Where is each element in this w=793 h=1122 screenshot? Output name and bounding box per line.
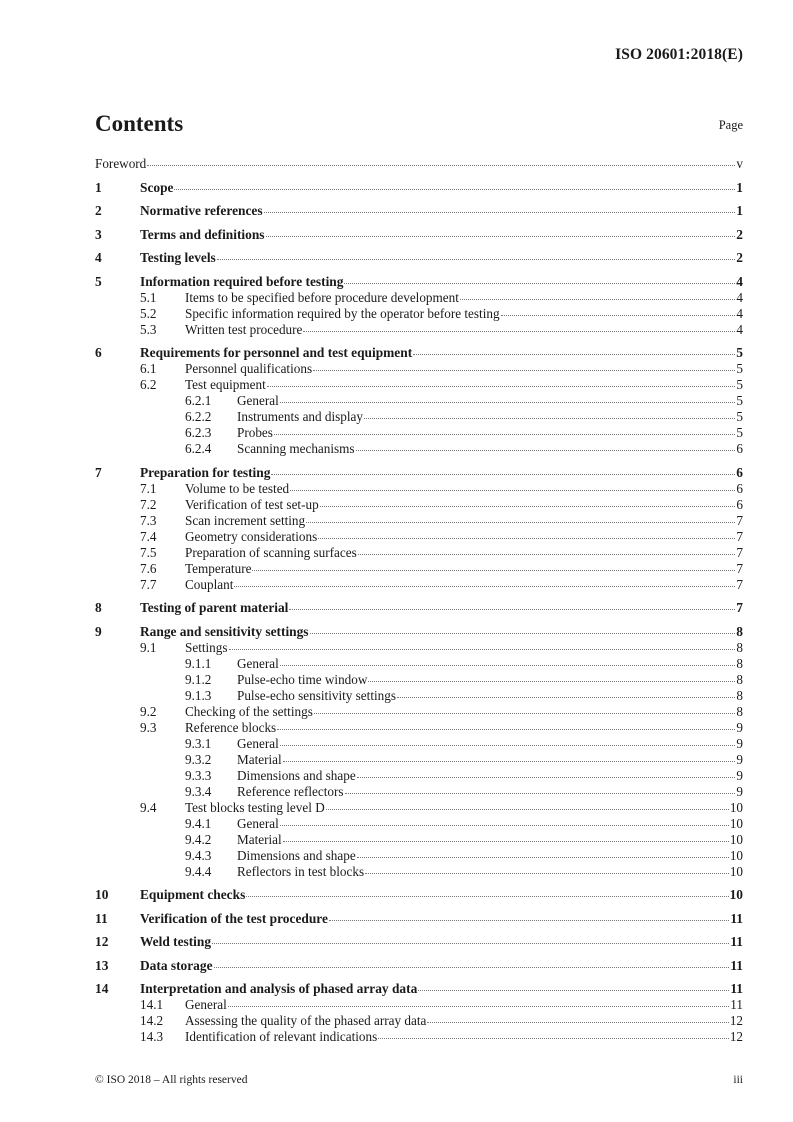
toc-entry-title[interactable]: Material <box>237 751 282 767</box>
dot-leader <box>314 712 736 714</box>
toc-entry-number: 5 <box>95 273 102 289</box>
toc-entry-number: 9.4.2 <box>185 831 212 847</box>
toc-entry-page: 10 <box>729 863 743 879</box>
toc-entry-title[interactable]: Settings <box>185 639 228 655</box>
toc-entry-page: 7 <box>736 528 743 544</box>
toc-entry-page: 8 <box>736 655 743 671</box>
toc-entry-title[interactable]: Dimensions and shape <box>237 847 356 863</box>
toc-entry-page: 7 <box>736 544 743 560</box>
toc-entry-page: 6 <box>736 496 743 512</box>
toc-entry-number: 9.4.1 <box>185 815 212 831</box>
dot-leader <box>344 282 735 284</box>
toc-entry-page: 6 <box>736 480 743 496</box>
toc-entry-title[interactable]: Verification of the test procedure <box>140 910 328 926</box>
dot-leader <box>418 989 729 991</box>
toc-entry-number: 12 <box>95 934 109 949</box>
toc-entry-title[interactable]: Testing of parent material <box>140 600 289 615</box>
toc-entry[interactable] <box>95 156 743 172</box>
toc-entry-number: 9.4.4 <box>185 863 212 879</box>
toc-entry-number: 6.2.1 <box>185 393 212 408</box>
toc-entry-number: 14 <box>95 981 109 996</box>
dot-leader <box>228 1005 730 1007</box>
toc-entry[interactable] <box>95 600 743 616</box>
dot-leader <box>147 164 735 166</box>
toc-entry-title[interactable]: Scope <box>140 179 174 195</box>
toc-entry[interactable] <box>95 848 743 864</box>
toc-entry-number: 7.5 <box>140 544 157 560</box>
dot-leader <box>267 385 736 387</box>
dot-leader <box>277 728 735 730</box>
dot-leader <box>271 473 735 475</box>
toc-entry-title[interactable]: Pulse-echo sensitivity settings <box>237 687 396 703</box>
toc-entry-title[interactable]: Specific information required by the operator before testing <box>185 305 500 321</box>
toc-entry-number: 5.1 <box>140 289 157 305</box>
toc-entry-number: 1 <box>95 179 102 195</box>
toc-entry[interactable] <box>95 981 743 997</box>
toc-entry-number: 9.1.3 <box>185 687 212 703</box>
toc-entry-title[interactable]: Range and sensitivity settings <box>140 623 309 639</box>
toc-entry-page: 10 <box>729 799 743 815</box>
toc-entry[interactable] <box>95 864 743 880</box>
toc-entry-number: 6 <box>95 345 102 360</box>
toc-entry-page: 11 <box>730 910 743 926</box>
toc-entry-title[interactable]: Checking of the settings <box>185 703 313 719</box>
toc-entry-number: 6.2.3 <box>185 425 212 440</box>
dot-leader <box>246 895 728 897</box>
toc-entry[interactable] <box>95 513 743 529</box>
dot-leader <box>283 760 736 762</box>
toc-entry-title[interactable]: Instruments and display <box>237 409 363 424</box>
toc-entry-title[interactable]: Reference blocks <box>185 719 277 735</box>
toc-entry-number: 14.3 <box>140 1029 164 1044</box>
toc-entry[interactable] <box>95 958 743 974</box>
dot-leader <box>283 840 729 842</box>
dot-leader <box>306 521 735 523</box>
dot-leader <box>290 489 735 491</box>
toc-entry[interactable] <box>95 816 743 832</box>
dot-leader <box>318 537 735 539</box>
toc-entry[interactable] <box>95 481 743 497</box>
toc-entry-title[interactable]: Data storage <box>140 957 213 973</box>
toc-entry-number: 7.6 <box>140 560 157 576</box>
toc-entry-page: 2 <box>736 250 743 265</box>
dot-leader <box>212 942 729 944</box>
toc-entry[interactable] <box>95 997 743 1013</box>
toc-entry-title[interactable]: Terms and definitions <box>140 226 265 242</box>
toc-entry-number: 8 <box>95 600 102 615</box>
dot-leader <box>368 680 735 682</box>
toc-entry-number: 6.2 <box>140 377 157 392</box>
toc-entry[interactable] <box>95 425 743 441</box>
toc-entry[interactable] <box>95 361 743 377</box>
toc-entry-title[interactable]: Verification of test set-up <box>185 496 319 512</box>
toc-entry-title[interactable]: Requirements for personnel and test equipment <box>140 345 413 360</box>
dot-leader <box>280 744 736 746</box>
toc-entry[interactable] <box>95 656 743 672</box>
dot-leader <box>217 258 736 260</box>
dot-leader <box>378 1037 729 1039</box>
toc-entry-number: 9 <box>95 623 102 639</box>
toc-entry-title[interactable]: Interpretation and analysis of phased array data <box>140 981 418 996</box>
toc-entry-number: 9.1.2 <box>185 671 212 687</box>
toc-entry-title[interactable]: Scan increment setting <box>185 512 306 528</box>
toc-entry-page: 6 <box>736 441 743 456</box>
dot-leader <box>413 353 735 355</box>
toc-entry-title[interactable]: Identification of relevant indications <box>185 1029 378 1044</box>
toc-entry-title[interactable]: Testing levels <box>140 250 216 265</box>
page-column-label: Page <box>718 118 743 132</box>
page-title: Contents <box>95 111 184 136</box>
toc-entry-page: 4 <box>736 289 743 305</box>
toc-entry-page: 1 <box>736 203 743 218</box>
toc-entry[interactable] <box>95 203 743 219</box>
toc-entry-number: 7.2 <box>140 496 157 512</box>
toc-entry-title[interactable]: Geometry considerations <box>185 528 318 544</box>
dot-leader <box>274 433 736 435</box>
toc-entry-title[interactable]: Pulse-echo time window <box>237 671 368 687</box>
toc-entry-number: 9.2 <box>140 703 157 719</box>
toc-entry[interactable] <box>95 887 743 903</box>
page-number: iii <box>733 1074 743 1086</box>
toc-entry-page: 10 <box>729 847 743 863</box>
toc-entry-number: 4 <box>95 250 102 265</box>
dot-leader <box>345 792 736 794</box>
dot-leader <box>313 369 735 371</box>
toc-entry-page: 11 <box>730 934 743 949</box>
toc-entry-number: 7.1 <box>140 480 157 496</box>
toc-entry-page: 10 <box>729 887 743 902</box>
dot-leader <box>264 211 736 213</box>
toc-entry[interactable] <box>95 545 743 561</box>
toc-entry-page: 7 <box>736 576 743 592</box>
toc-entry[interactable] <box>95 377 743 393</box>
toc-entry-title[interactable]: Volume to be tested <box>185 480 290 496</box>
toc-entry-title[interactable]: Information required before testing <box>140 273 344 289</box>
toc-entry-number: 3 <box>95 226 102 242</box>
dot-leader <box>229 648 736 650</box>
toc-entry-title[interactable]: Preparation of scanning surfaces <box>185 544 357 560</box>
toc-entry-number: 6.2.2 <box>185 409 212 424</box>
toc-entry-page: 5 <box>736 361 743 376</box>
toc-entry-title[interactable]: Temperature <box>185 560 252 576</box>
toc-entry-number: 7.4 <box>140 528 157 544</box>
toc-entry[interactable] <box>95 529 743 545</box>
toc-entry-page: 5 <box>736 345 743 360</box>
toc-entry-title[interactable]: Test equipment <box>185 377 266 392</box>
toc-entry[interactable] <box>95 720 743 736</box>
dot-leader <box>326 808 729 810</box>
toc-entry[interactable] <box>95 180 743 196</box>
toc-entry[interactable] <box>95 800 743 816</box>
toc-entry-page: 8 <box>736 687 743 703</box>
dot-leader <box>364 417 735 419</box>
toc-entry-number: 9.3 <box>140 719 157 735</box>
toc-entry-number: 9.3.4 <box>185 783 212 799</box>
toc-entry[interactable] <box>95 736 743 752</box>
toc-entry[interactable] <box>95 290 743 306</box>
dot-leader <box>365 872 729 874</box>
dot-leader <box>501 314 736 316</box>
toc-entry[interactable] <box>95 832 743 848</box>
toc-entry-page: 8 <box>736 703 743 719</box>
dot-leader <box>310 632 736 634</box>
toc-entry-page: 7 <box>736 560 743 576</box>
toc-entry-number: 9.3.1 <box>185 735 212 751</box>
toc-entry-page: 8 <box>736 623 743 639</box>
toc-entry[interactable] <box>95 441 743 457</box>
toc-entry-title[interactable]: Weld testing <box>140 934 212 949</box>
toc-entry[interactable] <box>95 640 743 656</box>
toc-entry-page: 5 <box>736 393 743 408</box>
toc-entry-title[interactable]: General <box>237 655 279 671</box>
toc-entry[interactable] <box>95 768 743 784</box>
dot-leader <box>356 449 736 451</box>
toc-entry-title[interactable]: Normative references <box>140 203 263 218</box>
toc-entry[interactable] <box>95 393 743 409</box>
toc-entry[interactable] <box>95 345 743 361</box>
toc-entry-title[interactable]: Scanning mechanisms <box>237 441 355 456</box>
toc-entry-page: 8 <box>736 671 743 687</box>
toc-entry-page: 5 <box>736 425 743 440</box>
toc-entry-title[interactable]: Reference reflectors <box>237 783 344 799</box>
toc-entry-page: 10 <box>729 831 743 847</box>
toc-entry-page: 4 <box>736 273 743 289</box>
dot-leader <box>280 824 729 826</box>
toc-entry-number: 9.3.2 <box>185 751 212 767</box>
toc-entry-page: 9 <box>736 735 743 751</box>
dot-leader <box>427 1021 728 1023</box>
toc-entry-page: 8 <box>736 639 743 655</box>
toc-entry-page: 7 <box>736 600 743 615</box>
dot-leader <box>357 856 729 858</box>
toc-entry-number: 6.1 <box>140 361 157 376</box>
toc-entry-title[interactable]: General <box>237 393 279 408</box>
toc-entry-page: 10 <box>729 815 743 831</box>
toc-entry-number: 2 <box>95 203 102 218</box>
toc-entry-page: 11 <box>730 981 743 996</box>
toc-entry-title[interactable]: Foreword <box>95 156 147 171</box>
toc-entry-number: 13 <box>95 957 109 973</box>
toc-entry-page: 9 <box>736 751 743 767</box>
dot-leader <box>460 298 736 300</box>
toc-entry-number: 9.1.1 <box>185 655 212 671</box>
dot-leader <box>357 776 736 778</box>
toc-entry-title[interactable]: Assessing the quality of the phased array data <box>185 1013 427 1028</box>
toc-entry-number: 9.4.3 <box>185 847 212 863</box>
toc-entry[interactable] <box>95 688 743 704</box>
toc-entry[interactable] <box>95 624 743 640</box>
dot-leader <box>280 664 736 666</box>
toc-entry-title[interactable]: Personnel qualifications <box>185 361 313 376</box>
toc-entry-number: 9.4 <box>140 799 157 815</box>
table-of-contents <box>95 156 743 1045</box>
dot-leader <box>289 608 735 610</box>
toc-entry-page: 5 <box>736 409 743 424</box>
toc-entry-title[interactable]: Written test procedure <box>185 321 303 337</box>
toc-entry-page: 1 <box>736 179 743 195</box>
toc-entry-title[interactable]: Equipment checks <box>140 887 246 902</box>
toc-entry-page: 9 <box>736 783 743 799</box>
dot-leader <box>252 569 735 571</box>
toc-entry-number: 5.3 <box>140 321 157 337</box>
toc-entry[interactable] <box>95 784 743 800</box>
toc-entry[interactable] <box>95 274 743 290</box>
toc-entry-page: 6 <box>736 464 743 480</box>
toc-entry-number: 6.2.4 <box>185 441 212 456</box>
dot-leader <box>329 919 729 921</box>
toc-entry-title[interactable]: Couplant <box>185 576 234 592</box>
toc-entry-page: 12 <box>729 1029 743 1044</box>
toc-entry[interactable] <box>95 409 743 425</box>
dot-leader <box>303 330 735 332</box>
toc-entry-title[interactable]: Reflectors in test blocks <box>237 863 365 879</box>
toc-entry[interactable] <box>95 704 743 720</box>
toc-entry-page: v <box>736 156 743 171</box>
toc-entry-number: 9.1 <box>140 639 157 655</box>
toc-entry[interactable] <box>95 672 743 688</box>
toc-entry[interactable] <box>95 561 743 577</box>
dot-leader <box>280 401 736 403</box>
toc-entry-page: 9 <box>736 767 743 783</box>
dot-leader <box>214 966 730 968</box>
toc-entry-title[interactable]: Items to be specified before procedure development <box>185 289 459 305</box>
toc-entry[interactable] <box>95 934 743 950</box>
toc-entry-title[interactable]: General <box>237 815 279 831</box>
toc-entry-page: 4 <box>736 321 743 337</box>
toc-entry-title[interactable]: General <box>237 735 279 751</box>
dot-leader <box>174 188 735 190</box>
toc-entry-page: 2 <box>736 226 743 242</box>
toc-entry-page: 12 <box>729 1013 743 1028</box>
copyright-notice: © ISO 2018 – All rights reserved <box>95 1074 248 1086</box>
toc-entry-number: 5.2 <box>140 305 157 321</box>
toc-entry[interactable] <box>95 911 743 927</box>
toc-entry-page: 4 <box>736 305 743 321</box>
toc-entry-title[interactable]: Test blocks testing level D <box>185 799 325 815</box>
toc-entry-number: 11 <box>95 910 108 926</box>
toc-entry-page: 11 <box>730 997 743 1012</box>
toc-entry-page: 11 <box>730 957 743 973</box>
dot-leader <box>320 505 736 507</box>
toc-entry[interactable] <box>95 227 743 243</box>
toc-entry-page: 9 <box>736 719 743 735</box>
toc-entry-number: 7.3 <box>140 512 157 528</box>
toc-entry-number: 14.1 <box>140 997 164 1012</box>
toc-entry-page: 5 <box>736 377 743 392</box>
toc-entry[interactable] <box>95 1029 743 1045</box>
dot-leader <box>266 235 736 237</box>
toc-entry[interactable] <box>95 752 743 768</box>
toc-entry-title[interactable]: Preparation for testing <box>140 464 271 480</box>
toc-entry-number: 7.7 <box>140 576 157 592</box>
toc-entry[interactable] <box>95 306 743 322</box>
document-id: ISO 20601:2018(E) <box>615 46 743 63</box>
toc-entry-number: 10 <box>95 887 109 902</box>
toc-entry-number: 7 <box>95 464 102 480</box>
dot-leader <box>358 553 736 555</box>
dot-leader <box>397 696 735 698</box>
toc-entry-title[interactable]: Dimensions and shape <box>237 767 356 783</box>
toc-entry-page: 7 <box>736 512 743 528</box>
toc-entry-title[interactable]: Probes <box>237 425 273 440</box>
toc-entry-number: 14.2 <box>140 1013 164 1028</box>
toc-entry[interactable] <box>95 250 743 266</box>
toc-entry-number: 9.3.3 <box>185 767 212 783</box>
toc-entry-title[interactable]: General <box>185 997 227 1012</box>
toc-entry[interactable] <box>95 577 743 593</box>
toc-entry[interactable] <box>95 497 743 513</box>
toc-entry[interactable] <box>95 1013 743 1029</box>
toc-entry-title[interactable]: Material <box>237 831 282 847</box>
dot-leader <box>234 585 735 587</box>
toc-entry[interactable] <box>95 322 743 338</box>
toc-entry[interactable] <box>95 465 743 481</box>
